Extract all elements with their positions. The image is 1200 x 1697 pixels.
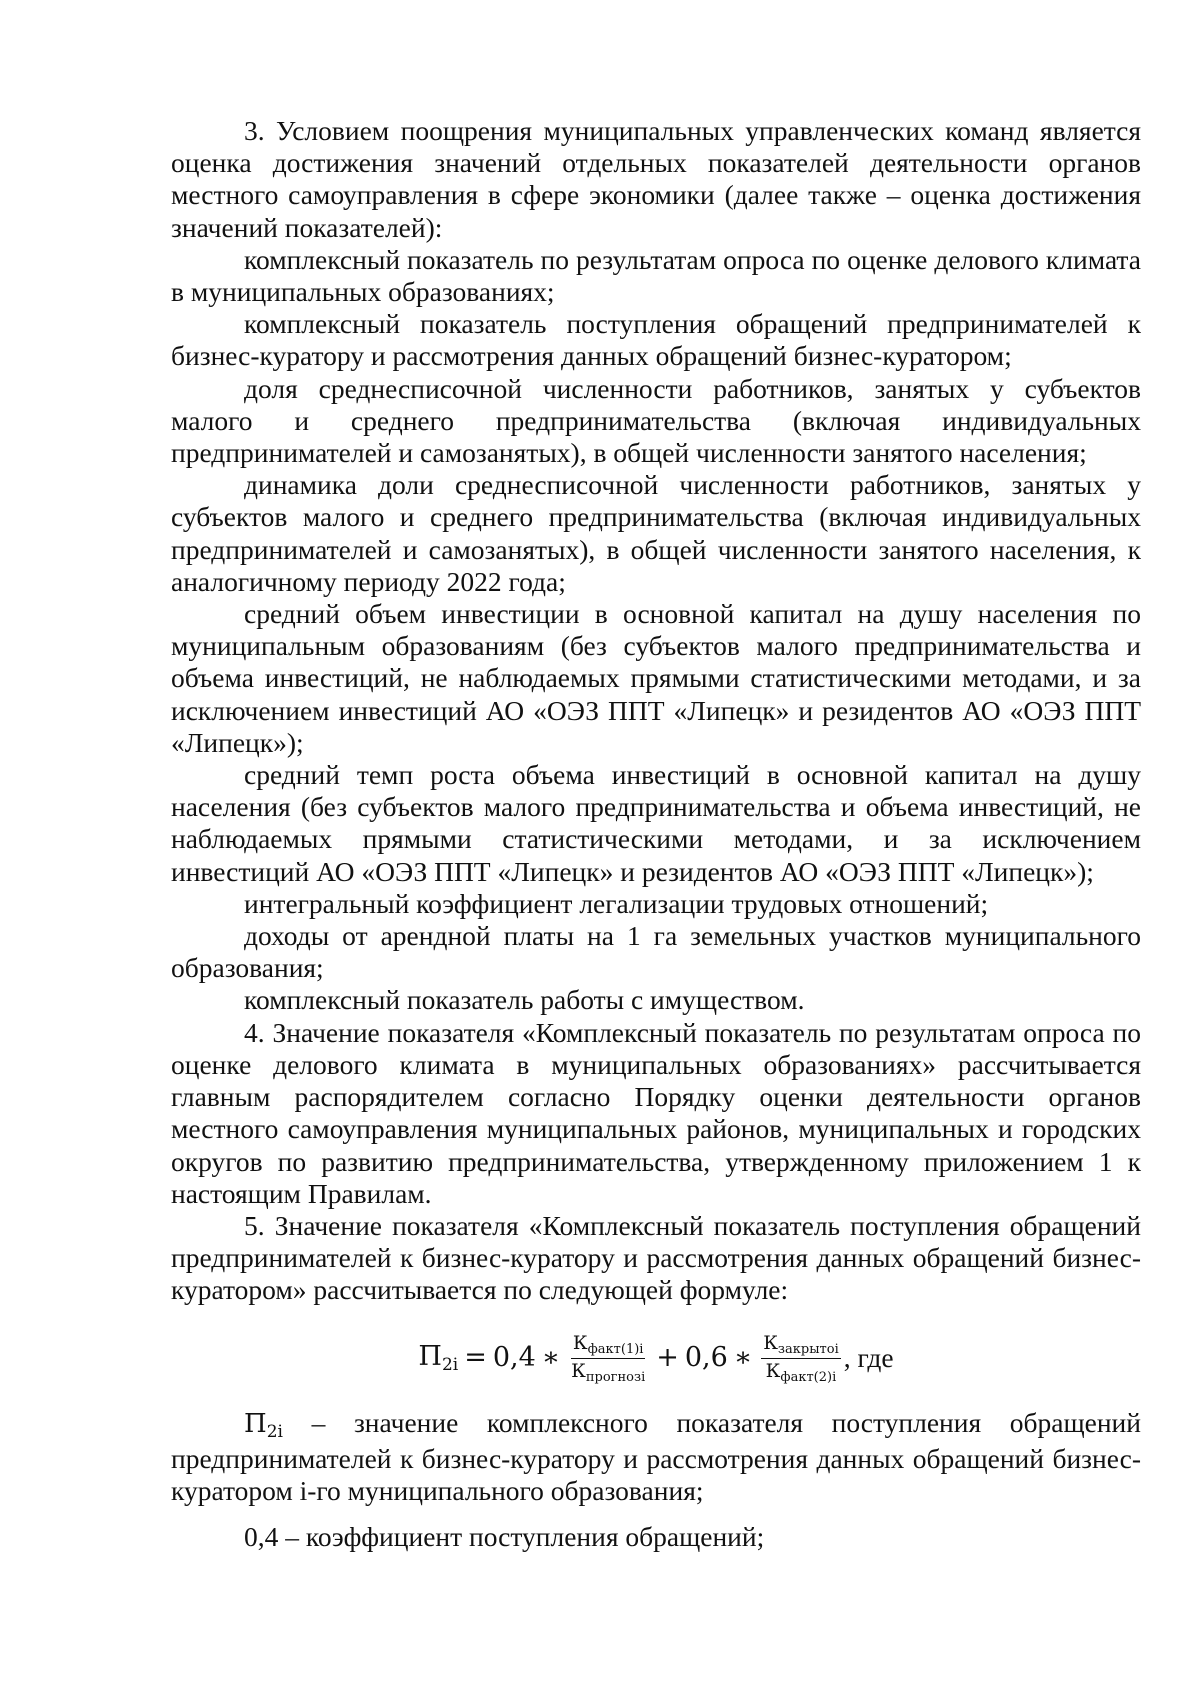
definition-symbol: П2i (244, 1408, 283, 1442)
formula-lhs: П2i (418, 1340, 459, 1375)
indicator-land-rent: доходы от арендной платы на 1 га земельных участков муниципального образования; (171, 920, 1141, 984)
formula-tail: , где (843, 1342, 894, 1374)
fraction-2-denominator: $К_{факт(2)i}$ (765, 1360, 837, 1386)
fraction-2-numerator: $К_{закрытоi}$ (763, 1332, 839, 1358)
formula-coef2: 0,6 (684, 1342, 728, 1374)
paragraph-item-3: 3. Условием поощрения муниципальных управленческих команд является оценка достижения значений отдельных показателей деятельности органов местного самоуправления в сфере экономики (далее также – оценка достижения значений показателей): (171, 115, 1141, 243)
indicator-business-climate: комплексный показатель по результатам опроса по оценке делового климата в муниципальных образованиях; (171, 243, 1141, 308)
paragraph-item-4: 4. Значение показателя «Комплексный показатель по результатам опроса по оценке делового климата в муниципальных образованиях» рассчитывается главным распорядителем согласно Порядку оценки деятельности органов местного самоуправления муниципальных районов, муниципальных и городских округов по развитию предпринимательства, утвержденному приложением 1 к настоящим Правилам. (171, 1016, 1141, 1209)
indicator-sme-share-dynamics: динамика доли среднесписочной численности работников, занятых у субъектов малого и среднего предпринимательства (включая индивидуальных предпринимателей и самозанятых), в общей численности занятого населения, к аналогичному периоду 2022 года; (171, 469, 1141, 597)
formula-fraction-2 (761, 1331, 841, 1386)
fraction-1-denominator: $К_{прогнозi}$ (571, 1360, 646, 1386)
formula-times-2: ∗ (733, 1342, 753, 1374)
indicator-business-curator: комплексный показатель поступления обращений предпринимателей к бизнес-куратору и рассмотрения данных обращений бизнес-куратором; (171, 308, 1141, 372)
indicator-investment-per-capita: средний объем инвестиции в основной капитал на душу населения по муниципальным образованиям (без субъектов малого предпринимательства и объема инвестиций, не наблюдаемых прямыми статистическими методами, и за исключением инвестиций АО «ОЭЗ ППТ «Липецк» и резидентов АО «ОЭЗ ППТ «Липецк»); (171, 598, 1141, 758)
indicator-property: комплексный показатель работы с имуществом. (244, 984, 805, 1016)
indicator-investment-growth: средний темп роста объема инвестиций в основной капитал на душу населения (без субъектов малого предпринимательства и объема инвестиций, не наблюдаемых прямыми статистическими методами, и за исключением инвестиций АО «ОЭЗ ППТ «Липецк» и резидентов АО «ОЭЗ ППТ «Липецк»); (171, 759, 1141, 887)
definition-p2i (171, 1407, 1141, 1508)
definition-text: – значение комплексного показателя поступления обращений предпринимателей к бизнес-куратору и рассмотрения данных обращений бизнес-куратором i-го муниципального образования; (171, 1406, 1141, 1506)
formula (171, 1321, 1141, 1397)
formula-equals: = (464, 1342, 487, 1374)
fraction-1-numerator: $К_{факт(1)i}$ (572, 1332, 644, 1358)
formula-fraction-1 (569, 1331, 647, 1386)
document-page (171, 115, 1141, 1553)
indicator-labor-legalization: интегральный коэффициент легализации трудовых отношений; (244, 887, 989, 919)
definition-coef-0-4: 0,4 – коэффициент поступления обращений; (244, 1521, 765, 1553)
formula-plus: + (656, 1342, 679, 1374)
paragraph-item-5: 5. Значение показателя «Комплексный показатель поступления обращений предпринимателей к бизнес-куратору и рассмотрения данных обращений бизнес-куратором» рассчитывается по следующей формуле: (171, 1209, 1141, 1306)
indicator-sme-share: доля среднесписочной численности работников, занятых у субъектов малого и среднего предпринимательства (включая индивидуальных предпринимателей и самозанятых), в общей численности занятого населения; (171, 372, 1141, 469)
formula-coef1: 0,4 (492, 1342, 536, 1374)
formula-times-1: ∗ (541, 1342, 561, 1374)
